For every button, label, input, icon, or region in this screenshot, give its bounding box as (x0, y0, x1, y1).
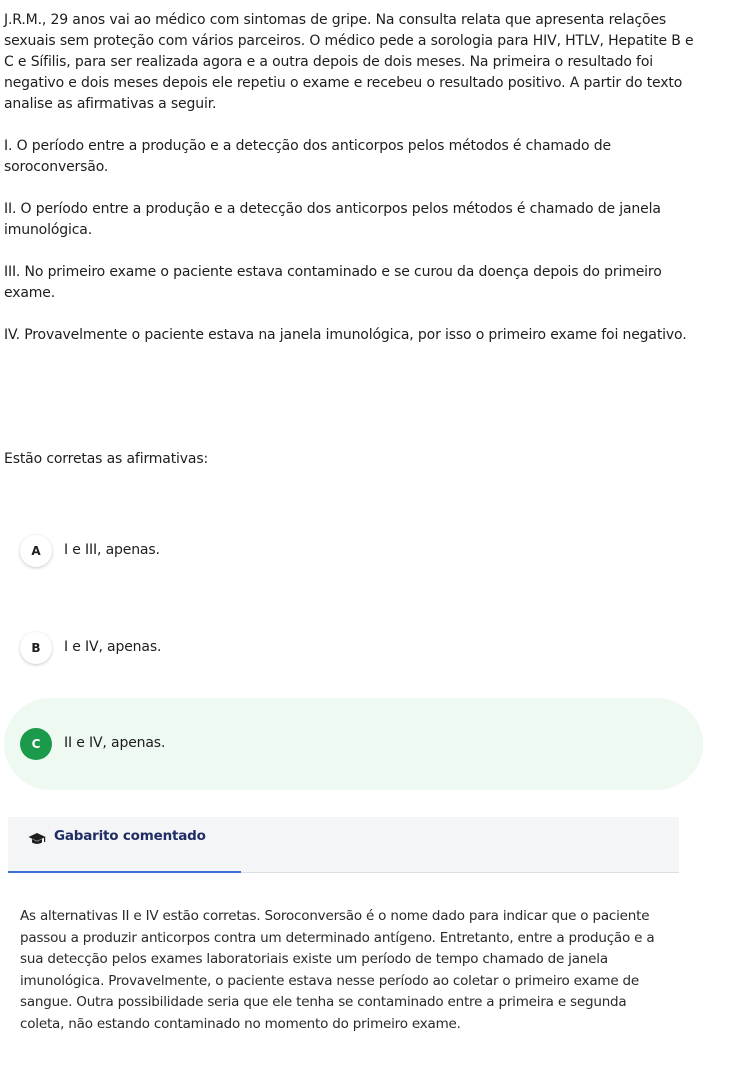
option-a-letter-badge[interactable]: A (20, 535, 52, 567)
graduation-cap-icon (28, 831, 46, 845)
statement-ii: II. O período entre a produção e a detecção dos anticorpos pelos métodos é chamado de janela imunológica. (4, 201, 661, 238)
option-c-text: II e IV, apenas. (64, 735, 166, 751)
question-statement (4, 10, 699, 367)
option-c[interactable] (4, 698, 703, 790)
statement-i: I. O período entre a produção e a detecção dos anticorpos pelos métodos é chamado de soroconversão. (4, 138, 611, 175)
tab-gabarito-comentado[interactable] (8, 817, 241, 873)
option-a-text: I e III, apenas. (64, 542, 160, 558)
option-b-letter-badge[interactable]: B (20, 632, 52, 664)
option-a[interactable] (4, 505, 703, 597)
option-b-text: I e IV, apenas. (64, 639, 162, 655)
option-b[interactable] (4, 602, 703, 694)
statement-iv: IV. Provavelmente o paciente estava na janela imunológica, por isso o primeiro exame foi negativo. (4, 327, 687, 343)
option-c-letter-badge[interactable]: C (20, 728, 52, 760)
tab-gabarito-label: Gabarito comentado (54, 828, 206, 844)
gabarito-tab-bar (8, 817, 679, 873)
statement-iii: III. No primeiro exame o paciente estava contaminado e se curou da doença depois do primeiro exame. (4, 264, 662, 301)
question-text: J.R.M., 29 anos vai ao médico com sintomas de gripe. Na consulta relata que apresenta relações sexuais sem proteção com vários parceiros. O médico pede a sorologia para HIV, HTLV, Hepatite B e C e Sífilis, para ser realizada agora e a outra depois de dois meses. Na primeira o resultado foi negativo e dois meses depois ele repetiu o exame e recebeu o resultado positivo. A partir do texto analise as afirmativas a seguir. (4, 12, 694, 112)
question-prompt: Estão corretas as afirmativas: (4, 451, 209, 467)
gabarito-commentary: As alternativas II e IV estão corretas. Soroconversão é o nome dado para indicar que o paciente passou a produzir anticorpos contra um determinado antígeno. Entretanto, entre a produção e a sua detecção pelos exames laboratoriais existe um período de tempo chamado de janela imunológica. Provavelmente, o paciente estava nesse período ao coletar o primeiro exame de sangue. Outra possibilidade seria que ele tenha se contaminado entre a primeira e segunda coleta, não estando contaminado no momento do primeiro exame. (20, 908, 655, 1032)
